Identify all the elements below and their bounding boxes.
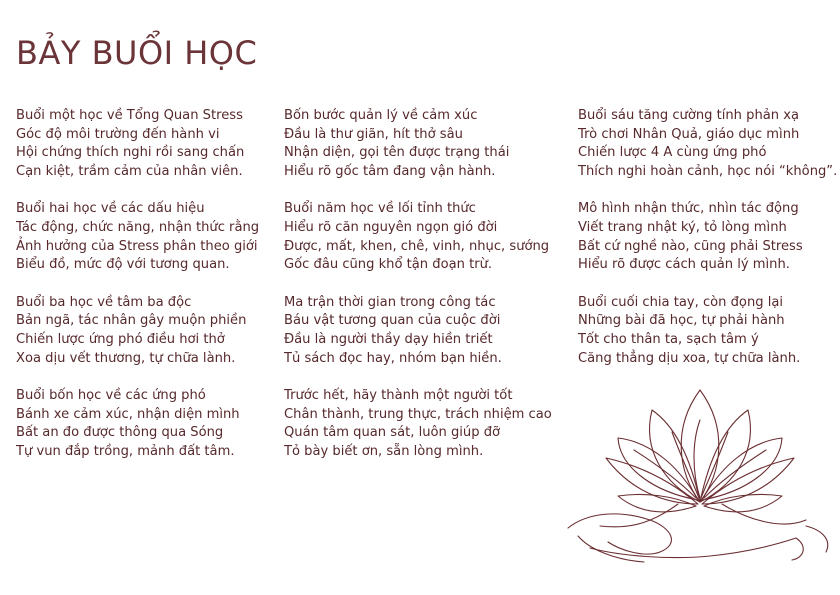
poem-line: Chân thành, trung thực, trách nhiệm cao — [284, 406, 552, 422]
poem-line: Buổi một học về Tổng Quan Stress — [16, 108, 243, 123]
stanza — [578, 107, 840, 181]
poem-line: Chiến lược 4 A cùng ứng phó — [578, 145, 767, 161]
poem-line: Căng thẳng dịu xoa, tự chữa lành. — [578, 350, 801, 366]
stanza — [284, 107, 574, 181]
poem-line: Gốc đâu cũng khổ tận đoạn trừ. — [284, 257, 493, 273]
poem-line: Buổi bốn học về các ứng phó — [16, 388, 206, 404]
poem-line: Quán tâm quan sát, luôn giúp đỡ — [284, 425, 501, 441]
stanza — [284, 387, 574, 461]
column-3 — [578, 107, 840, 387]
poem-line: Đầu là thư giãn, hít thở sâu — [284, 126, 463, 142]
poem-line: Ảnh hưởng của Stress phân theo giới — [16, 238, 258, 254]
column-2 — [284, 107, 574, 481]
poem-line: Những bài đã học, tự phải hành — [578, 313, 785, 329]
poem-line: Tự vun đắp trồng, mảnh đất tâm. — [16, 443, 235, 459]
poem-line: Hiểu rõ căn nguyên ngọn gió đời — [284, 219, 498, 235]
poem-line: Buổi sáu tăng cường tính phản xạ — [578, 108, 800, 123]
poem-line: Hiểu rõ gốc tâm đang vận hành. — [284, 163, 496, 179]
poem-line: Buổi năm học về lối tỉnh thức — [284, 201, 476, 217]
poem-line: Bánh xe cảm xúc, nhận diện mình — [16, 406, 240, 422]
poem-line: Cạn kiệt, trầm cảm của nhân viên. — [16, 163, 243, 179]
poem-line: Biểu đồ, mức độ với tương quan. — [16, 257, 230, 273]
poem-line: Báu vật tương quan của cuộc đời — [284, 313, 501, 329]
poem-line: Trò chơi Nhân Quả, giáo dục mình — [578, 126, 800, 142]
poem-line: Tác động, chức năng, nhận thức rằng — [16, 219, 260, 235]
poem-line: Bất cứ nghề nào, cũng phải Stress — [578, 238, 803, 254]
poem-line: Góc độ môi trường đến hành vi — [16, 126, 220, 142]
stanza — [284, 294, 574, 368]
poem-line: Buổi hai học về các dấu hiệu — [16, 201, 205, 217]
poem-line: Bốn bước quản lý về cảm xúc — [284, 108, 478, 123]
poem-line: Trước hết, hãy thành một người tốt — [284, 388, 513, 404]
poem-line: Thích nghi hoàn cảnh, học nói “không”. — [578, 163, 838, 179]
poem-line: Được, mất, khen, chê, vinh, nhục, sướng — [284, 238, 550, 254]
poem-line: Tủ sách đọc hay, nhóm bạn hiền. — [284, 350, 502, 366]
stanza — [16, 294, 278, 368]
poem-line: Buổi ba học về tâm ba độc — [16, 294, 192, 310]
poem-line: Chiến lược ứng phó điều hơi thở — [16, 331, 225, 347]
poem-line: Hiểu rõ được cách quản lý mình. — [578, 257, 790, 273]
stanza — [16, 387, 278, 461]
stanza — [284, 200, 574, 274]
poem-line: Hội chứng thích nghi rồi sang chấn — [16, 145, 245, 161]
poem-line: Nhận diện, gọi tên được trạng thái — [284, 145, 510, 161]
stanza — [578, 294, 840, 368]
poem-line: Tỏ bày biết ơn, sẵn lòng mình. — [284, 443, 484, 459]
column-1 — [16, 107, 278, 481]
poem-line: Bất an đo được thông qua Sóng — [16, 425, 224, 441]
stanza — [16, 200, 278, 274]
stanza — [16, 107, 278, 181]
page-title: BẢY BUỔI HỌC — [16, 34, 258, 72]
poem-line: Xoa dịu vết thương, tự chữa lành. — [16, 350, 236, 366]
poem-line: Buổi cuối chia tay, còn đọng lại — [578, 294, 784, 310]
poem-line: Mô hình nhận thức, nhìn tác động — [578, 201, 799, 217]
poem-line: Tốt cho thân ta, sạch tâm ý — [578, 331, 759, 347]
stanza — [578, 200, 840, 274]
poem-line: Ma trận thời gian trong công tác — [284, 294, 496, 310]
poem-line: Viết trang nhật ký, tỏ lòng mình — [578, 219, 787, 235]
lotus-icon — [560, 380, 840, 580]
poem-line: Bản ngã, tác nhân gây muộn phiền — [16, 313, 247, 329]
poem-line: Đầu là người thầy dạy hiền triết — [284, 331, 493, 347]
